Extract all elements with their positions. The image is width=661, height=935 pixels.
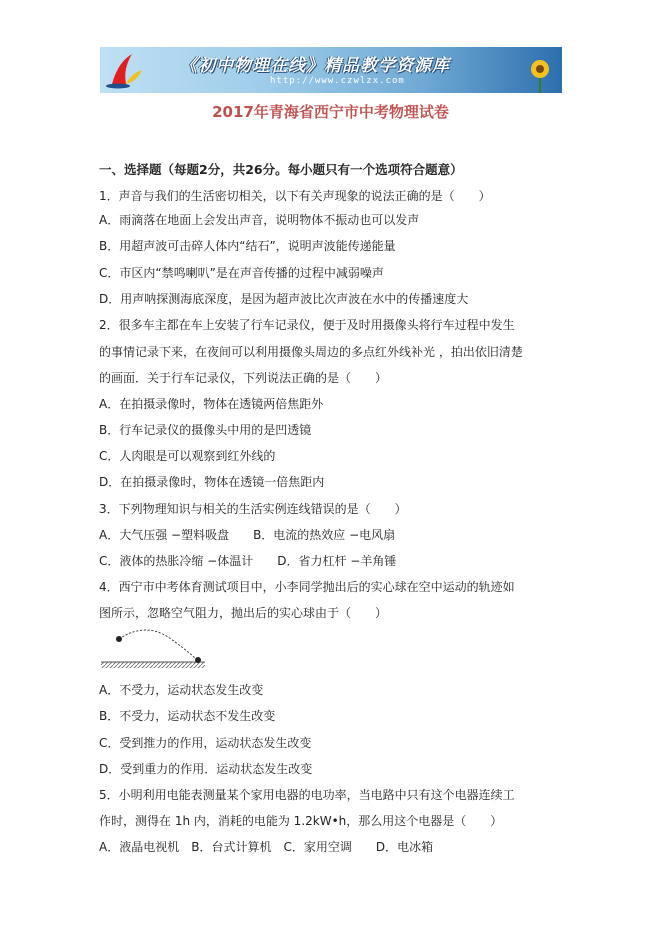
- question-line: 1．声音与我们的生活密切相关，以下有关声现象的说法正确的是（ ）: [99, 189, 491, 203]
- question-line: 2．很多车主都在车上安装了行车记录仪，便于及时用摄像头将行车过程中发生: [99, 318, 515, 332]
- question-line: D．用声呐探测海底深度，是因为超声波比次声波在水中的传播速度大: [99, 292, 469, 306]
- question-line: A．在拍摄录像时，物体在透镜两倍焦距外: [99, 397, 324, 411]
- question-line: B．用超声波可击碎人体内“结石”，说明声波能传递能量: [99, 239, 396, 253]
- question-line: 作时，测得在 1h 内，消耗的电能为 1.2kW•h，那么用这个电器是（ ）: [99, 814, 503, 828]
- question-line: D．受到重力的作用．运动状态发生改变: [99, 762, 313, 776]
- question-line: 的事情记录下来，在夜间可以利用摄像头周边的多点红外线补光 ，拍出依旧清楚: [99, 345, 523, 359]
- question-line: A．不受力，运动状态发生改变: [99, 683, 264, 697]
- question-line: C．受到推力的作用，运动状态发生改变: [99, 736, 312, 750]
- question-line: A．大气压强 −塑料吸盘 B．电流的热效应 −电风扇: [99, 528, 396, 542]
- section-heading: 一、选择题（每题2分，共26分。每小题只有一个选项符合题意）: [99, 162, 463, 177]
- banner-url[interactable]: http://www.czwlzx.com: [270, 76, 405, 86]
- logo-icon: [104, 50, 144, 90]
- question-line: A．雨滴落在地面上会发出声音，说明物体不振动也可以发声: [99, 213, 420, 227]
- question-line: B．不受力，运动状态不发生改变: [99, 709, 276, 723]
- sunflower-icon: [502, 47, 562, 93]
- question-line: 图所示，忽略空气阻力，抛出后的实心球由于（ ）: [99, 606, 388, 620]
- question-line: A．液晶电视机 B．台式计算机 C．家用空调 D．电冰箱: [99, 840, 434, 854]
- question-line: C．人肉眼是可以观察到红外线的: [99, 449, 276, 463]
- question-line: 3．下列物理知识与相关的生活实例连线错误的是（ ）: [99, 502, 407, 516]
- question-line: C．市区内“禁鸣喇叭”是在声音传播的过程中减弱噪声: [99, 266, 384, 280]
- question-line: C．液体的热胀冷缩 −体温计 D．省力杠杆 −羊角锤: [99, 554, 397, 568]
- question-line: 4．西宁市中考体育测试项目中，小李同学抛出后的实心球在空中运动的轨迹如: [99, 580, 515, 594]
- question-line: 的画面．关于行车记录仪，下列说法正确的是（ ）: [99, 371, 388, 385]
- question-line: 5．小明利用电能表测量某个家用电器的电功率，当电路中只有这个电器连续工: [99, 788, 515, 802]
- trajectory-figure: [101, 625, 206, 670]
- page-title: 2017年青海省西宁市中考物理试卷: [212, 103, 449, 121]
- question-line: B．行车记录仪的摄像头中用的是凹透镜: [99, 423, 312, 437]
- banner-title: 《初中物理在线》精品教学资源库: [180, 56, 450, 76]
- question-line: D．在拍摄录像时，物体在透镜一倍焦距内: [99, 475, 325, 489]
- header-banner: [100, 47, 562, 93]
